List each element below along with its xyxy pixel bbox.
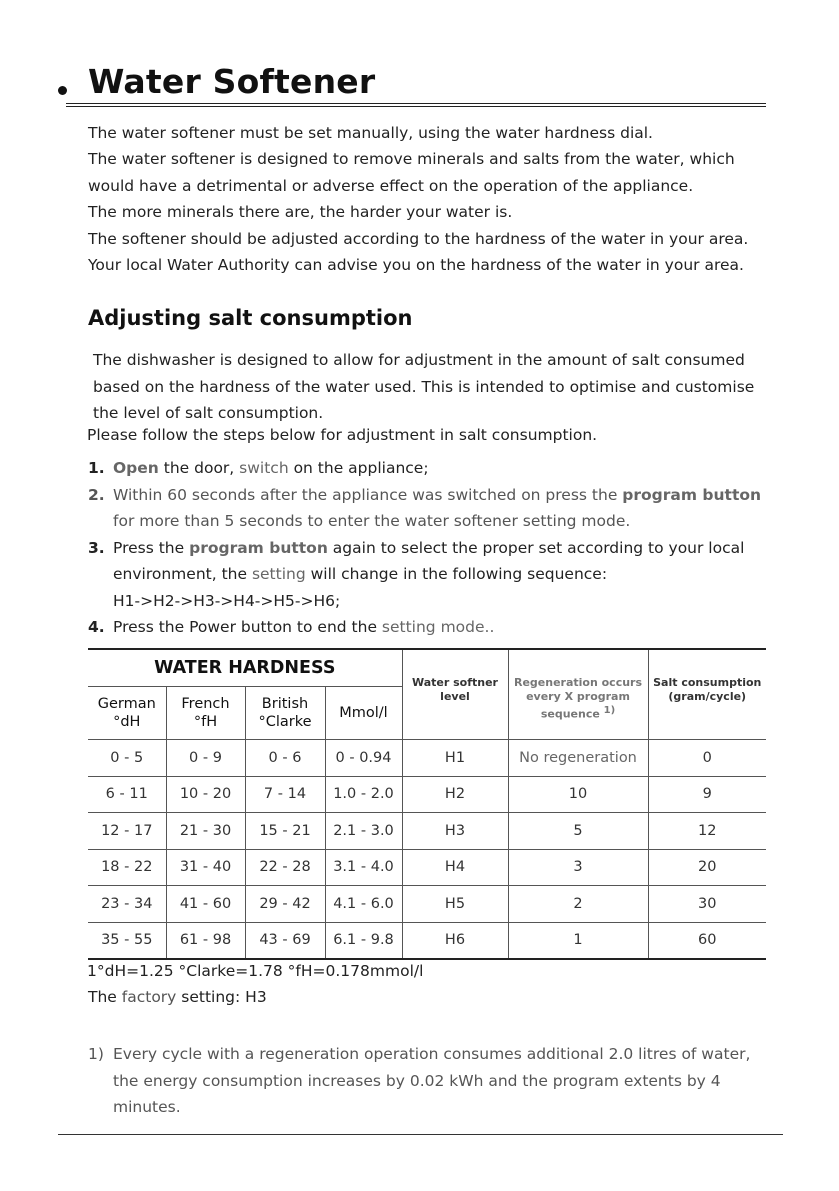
bottom-divider	[58, 1134, 783, 1135]
table-row	[88, 922, 766, 959]
step-item	[88, 535, 778, 615]
step-text: Press the Power button to end the	[113, 618, 382, 636]
footnote-number: 1)	[88, 1045, 104, 1063]
table-cell: 21 - 30	[166, 813, 245, 850]
sequence-text: H1->H2->H3->H4->H5->H6;	[113, 591, 341, 610]
title-bullet-icon	[58, 86, 67, 95]
table-cell: 4.1 - 6.0	[325, 886, 402, 923]
softener-level-header: Water softner level	[402, 649, 508, 740]
table-cell: 0	[648, 740, 766, 777]
footnote	[88, 1041, 768, 1121]
regeneration-header	[508, 649, 648, 740]
table-cell: 61 - 98	[166, 922, 245, 959]
table-cell: 6.1 - 9.8	[325, 922, 402, 959]
follow-steps-text: Please follow the steps below for adjustment in salt consumption.	[87, 426, 598, 444]
table-cell: 2.1 - 3.0	[325, 813, 402, 850]
factory-value: setting: H3	[176, 988, 267, 1006]
table-cell: 5	[508, 813, 648, 850]
step-text: setting	[251, 565, 306, 583]
table-cell: 1.0 - 2.0	[325, 776, 402, 813]
intro-line: The water softener must be set manually, using the water hardness dial.	[88, 124, 653, 142]
table-cell: 60	[648, 922, 766, 959]
step-text: Open	[113, 459, 159, 477]
unit-name: German	[97, 696, 156, 712]
french-header	[166, 687, 245, 740]
table-cell: 0 - 0.94	[325, 740, 402, 777]
step-text: for more than 5 seconds to enter the water softener setting mode.	[113, 512, 631, 530]
step-text: again to select the proper set according to your local environment, the	[113, 538, 745, 583]
table-cell: 23 - 34	[88, 886, 166, 923]
table-cell: 7 - 14	[245, 776, 325, 813]
table-cell: 10 - 20	[166, 776, 245, 813]
step-text: program button	[622, 485, 762, 504]
unit-symbol: °dH	[113, 714, 141, 730]
footnote-text: Every cycle with a regeneration operation consumes additional 2.0 litres of water, the energy consumption increases by 0.02 kWh and the program extents by 4 minutes.	[113, 1045, 751, 1116]
step-number: 3.	[88, 538, 105, 557]
footnote-ref: 1)	[603, 705, 616, 716]
step-text: program button	[189, 538, 328, 557]
table-cell: H4	[402, 849, 508, 886]
intro-line: Your local Water Authority can advise you on the hardness of the water in your area.	[88, 256, 744, 275]
table-row	[88, 849, 766, 886]
step-text: setting mode..	[381, 618, 495, 636]
water-hardness-table	[88, 648, 766, 960]
table-row	[88, 813, 766, 850]
step-item	[88, 614, 778, 641]
factory-label: The	[88, 988, 122, 1006]
table-cell: 6 - 11	[88, 776, 166, 813]
table-cell: 3.1 - 4.0	[325, 849, 402, 886]
step-text: Press the	[113, 538, 190, 557]
intro-text	[88, 120, 788, 278]
table-cell: 35 - 55	[88, 922, 166, 959]
step-text: switch	[239, 459, 289, 477]
table-cell: 20	[648, 849, 766, 886]
table-cell: 1	[508, 922, 648, 959]
table-cell: 18 - 22	[88, 849, 166, 886]
intro-line: The more minerals there are, the harder your water is.	[88, 203, 513, 222]
table-cell: H3	[402, 813, 508, 850]
unit-symbol: °fH	[193, 714, 218, 730]
table-cell: 30	[648, 886, 766, 923]
table-row	[88, 886, 766, 923]
table-cell: 43 - 69	[245, 922, 325, 959]
table-cell: 41 - 60	[166, 886, 245, 923]
table-cell: 22 - 28	[245, 849, 325, 886]
step-item	[88, 455, 778, 482]
table-cell: 9	[648, 776, 766, 813]
unit-name: British	[261, 696, 309, 712]
intro-line: The softener should be adjusted according to the hardness of the water in your area.	[88, 229, 749, 248]
table-cell: H2	[402, 776, 508, 813]
adjust-paragraph: The dishwasher is designed to allow for adjustment in the amount of salt consumed based on the hardness of the water used. This is intended to optimise and customise the level of salt consumption.	[93, 351, 755, 422]
intro-line: The water softener is designed to remove minerals and salts from the water, which	[88, 150, 735, 169]
intro-line: would have a detrimental or adverse effect on the operation of the appliance.	[88, 176, 694, 195]
table-cell: 0 - 5	[88, 740, 166, 777]
mmol-header: Mmol/l	[325, 687, 402, 740]
table-cell: No regeneration	[508, 740, 648, 777]
step-text: Within 60 seconds after the appliance was switched on press the	[113, 485, 623, 504]
table-cell: 0 - 6	[245, 740, 325, 777]
factory-word: factory	[121, 988, 177, 1006]
step-item	[88, 482, 778, 535]
german-header	[88, 687, 166, 740]
table-cell: 12	[648, 813, 766, 850]
table-cell: 12 - 17	[88, 813, 166, 850]
conversion-note: 1°dH=1.25 °Clarke=1.78 °fH=0.178mmol/l	[87, 962, 424, 980]
unit-name: French	[181, 696, 230, 712]
water-hardness-header: WATER HARDNESS	[88, 649, 402, 687]
page-title: Water Softener	[88, 62, 376, 101]
table-row	[88, 740, 766, 777]
table-cell: 2	[508, 886, 648, 923]
salt-consumption-header: Salt consumption (gram/cycle)	[648, 649, 766, 740]
table-cell: 29 - 42	[245, 886, 325, 923]
table-cell: 0 - 9	[166, 740, 245, 777]
table-cell: H6	[402, 922, 508, 959]
section-heading: Adjusting salt consumption	[88, 306, 413, 330]
table-cell: H5	[402, 886, 508, 923]
step-text: on the appliance;	[288, 459, 429, 477]
step-text: will change in the following sequence:	[305, 565, 608, 583]
unit-symbol: °Clarke	[258, 714, 312, 730]
table-cell: 10	[508, 776, 648, 813]
title-divider	[66, 103, 766, 107]
table-cell: H1	[402, 740, 508, 777]
table-cell: 15 - 21	[245, 813, 325, 850]
steps-list	[88, 455, 778, 641]
regeneration-header-text: Regeneration occurs every X program sequence	[513, 676, 643, 721]
table-cell: 3	[508, 849, 648, 886]
step-number: 4.	[88, 618, 105, 636]
step-text: the door,	[158, 459, 240, 477]
step-number: 1.	[88, 459, 105, 477]
table-row	[88, 776, 766, 813]
step-number: 2.	[88, 485, 105, 504]
factory-setting	[88, 988, 267, 1006]
british-header	[245, 687, 325, 740]
table-cell: 31 - 40	[166, 849, 245, 886]
